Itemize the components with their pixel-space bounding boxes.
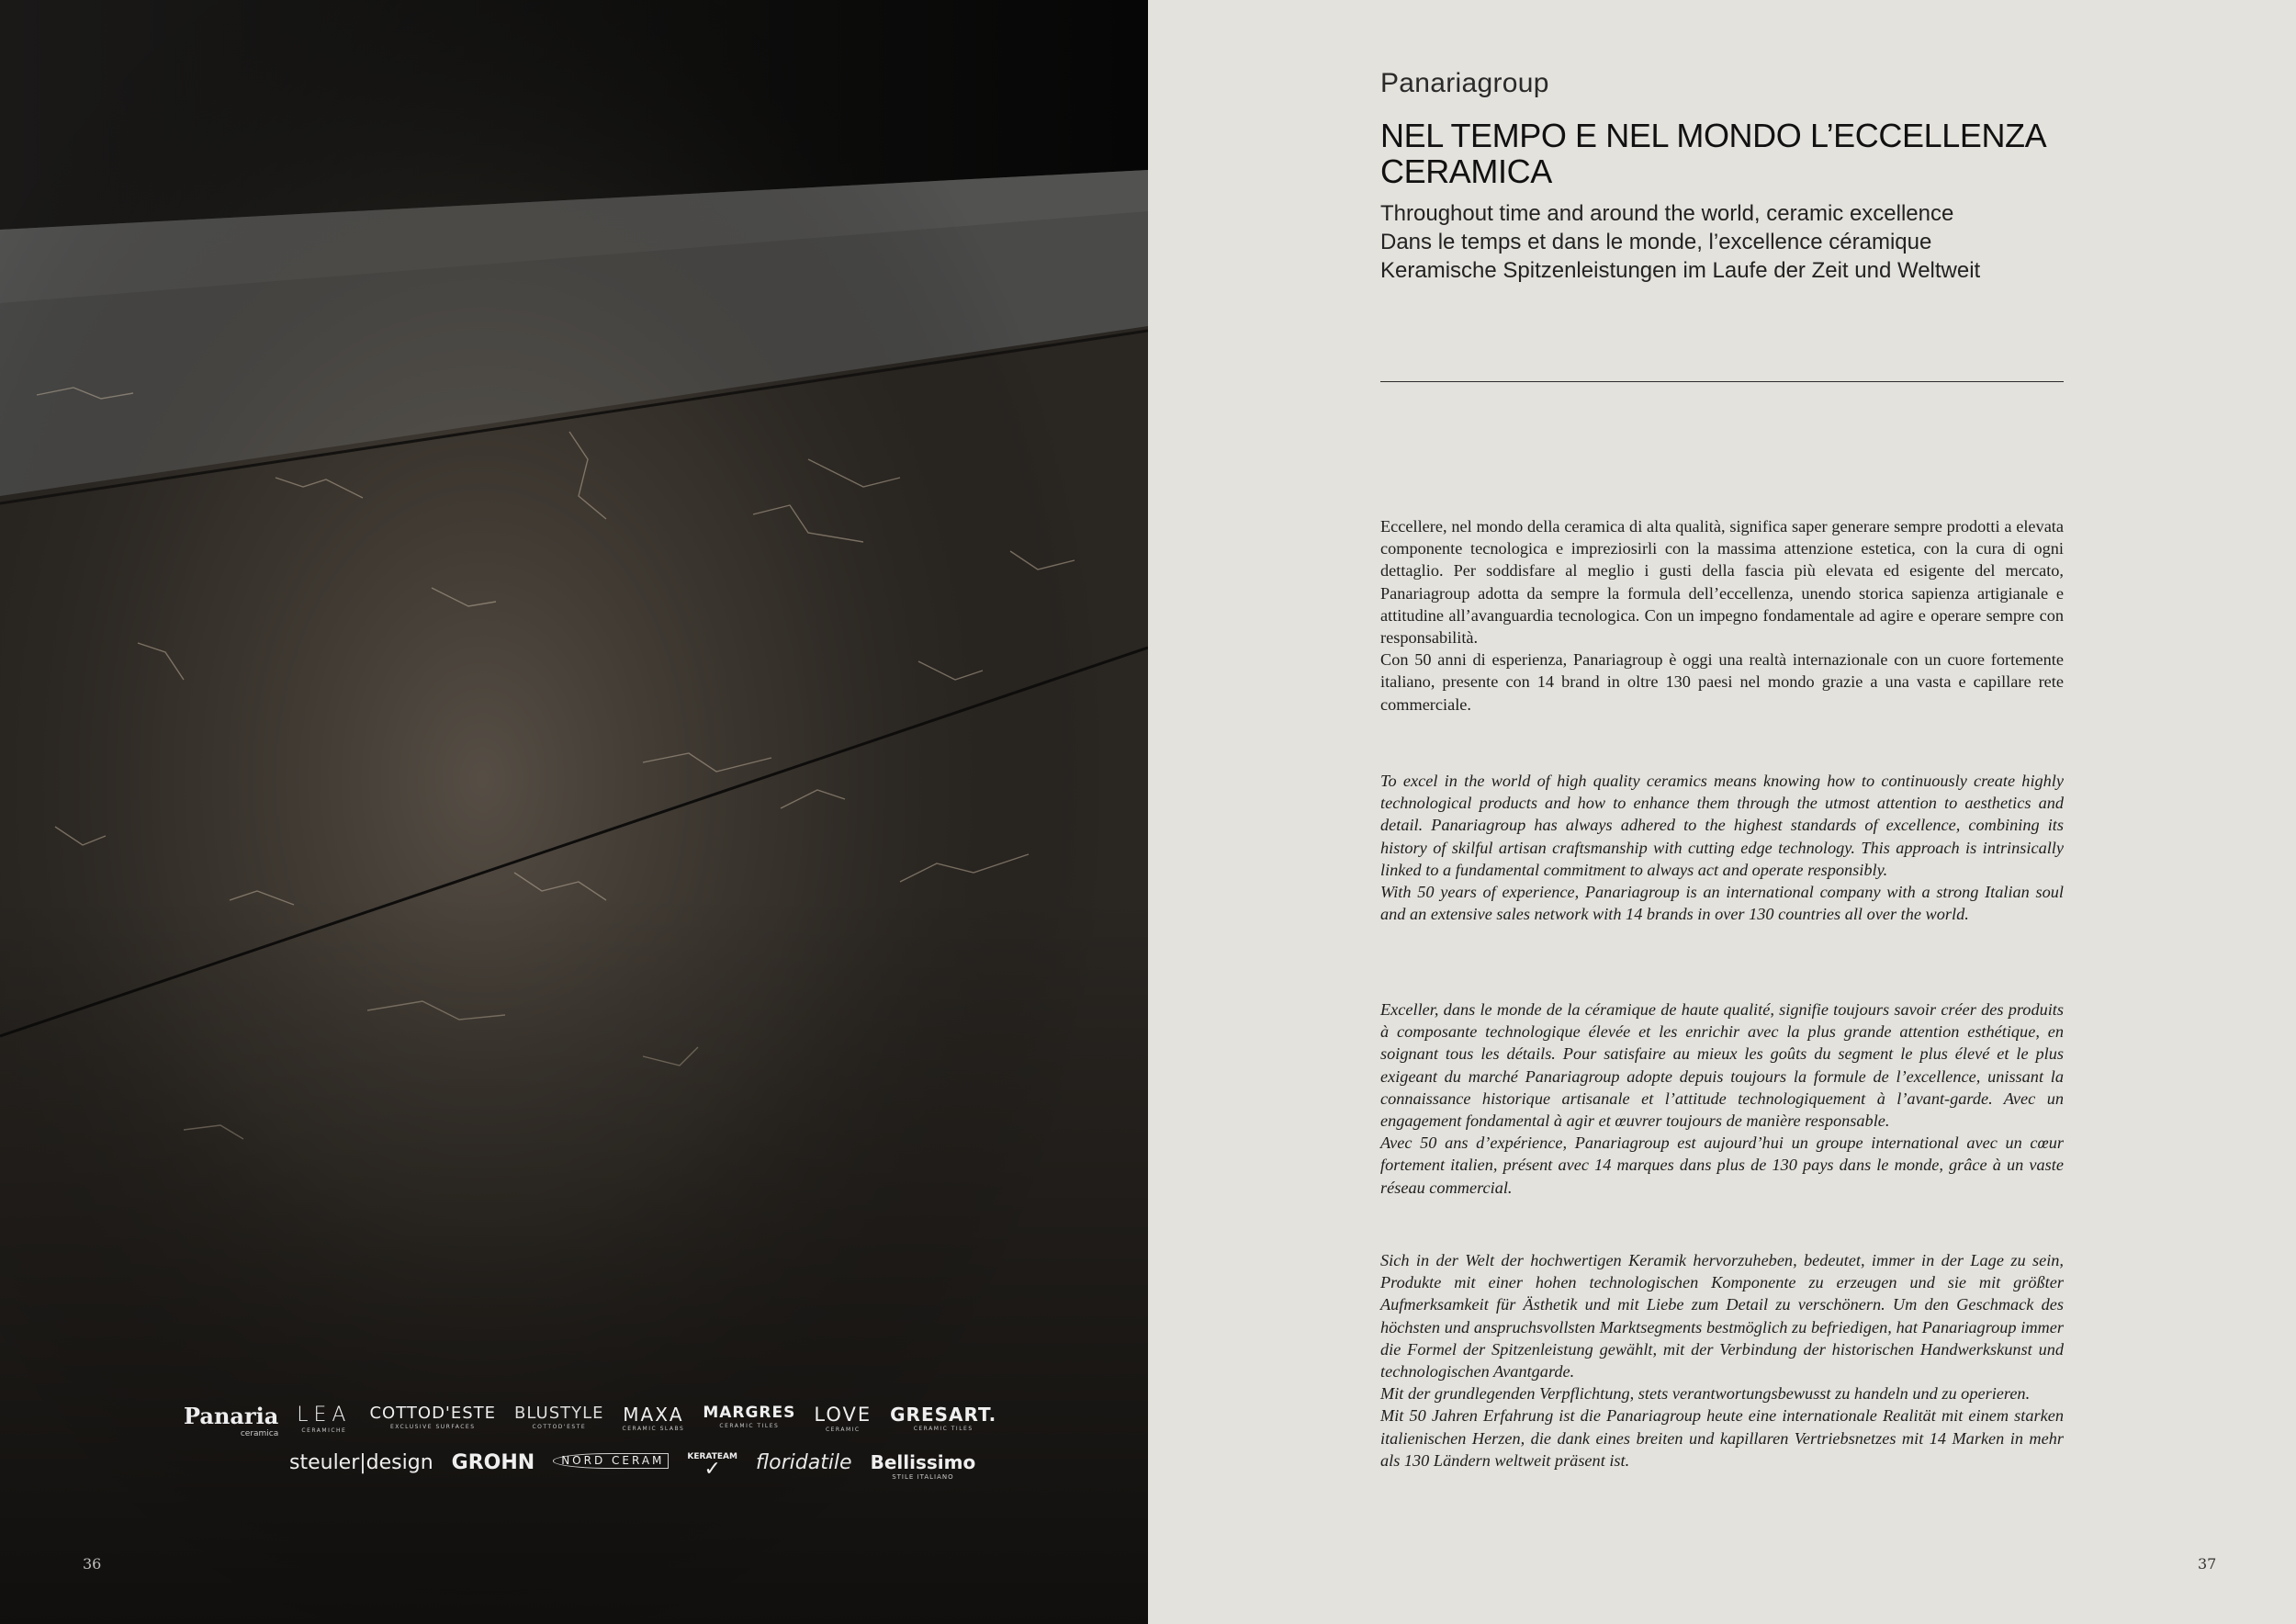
page-number-right: 37 <box>2198 1555 2217 1573</box>
lea-logo: LEA CERAMICHE <box>297 1404 352 1434</box>
translated-subtitles <box>1380 199 2064 285</box>
paragraph: Mit 50 Jahren Erfahrung ist die Panariagroup heute eine internationale Realität mit einem starken italienischen Herzen, die dank eines breiten und kapillaren Vertriebsnetzes mit 14 Marken in mehr als 130 Ländern weltweit präsent ist. <box>1380 1406 2064 1470</box>
subtitle-fr: Dans le temps et dans le monde, l’excellence céramique <box>1380 230 1932 254</box>
subtitle-de: Keramische Spitzenleistungen im Laufe der Zeit und Weltweit <box>1380 258 1981 283</box>
body-text-italian <box>1380 515 2064 716</box>
body-text-german <box>1380 1249 2064 1472</box>
paragraph: Eccellere, nel mondo della ceramica di alta qualità, significa saper generare sempre prodotti a elevata componente tecnologica e impreziosirli con la massima attenzione estetica, con la cura di ogni dettaglio. Per soddisfare al meglio i gusti della fascia più elevata ed esigente del mercato, Panariagroup adotta da sempre la formula dell’eccellenza, unendo storica sapienza artigianale e attitudine all’avanguardia tecnologica. Con un impegno fondamentale ad agire e operare sempre con responsabilità. <box>1380 517 2064 648</box>
checkmark-icon: ✓ <box>703 1458 721 1481</box>
brand-logos-row-1 <box>184 1405 1015 1438</box>
page-headline <box>1380 118 2064 189</box>
blustyle-logo: BLUSTYLE COTTOD'ESTE <box>514 1404 604 1430</box>
love-logo: LOVE CERAMIC <box>814 1404 872 1433</box>
floridatile-logo: floridatile <box>755 1451 852 1474</box>
nordceram-logo: NORD CERAM <box>553 1453 669 1469</box>
paragraph: Avec 50 ans d’expérience, Panariagroup est aujourd’hui un groupe international avec un cœur fortement italien, présent avec 14 marques dans plus de 130 pays dans le monde, grâce à un vaste réseau commercial. <box>1380 1133 2064 1197</box>
paragraph: Con 50 anni di esperienza, Panariagroup è oggi una realtà internazionale con un cuore fortemente italiano, presente con 14 brand in oltre 130 paesi nel mondo grazie a una vasta e capillare rete commerciale. <box>1380 650 2064 714</box>
paragraph: Mit der grundlegenden Verpflichtung, stets verantwortungsbewusst zu handeln und zu operieren. <box>1380 1384 2031 1404</box>
paragraph: With 50 years of experience, Panariagroup is an international company with a strong Italian soul and an extensive sales network with 14 brands in over 130 countries all over the world. <box>1380 883 2064 924</box>
steuler-design-logo: steuler|design <box>289 1451 433 1474</box>
right-page <box>1148 0 2296 1624</box>
grohn-logo: GROHN <box>451 1451 535 1474</box>
bellissimo-logo: Bellissimo STILE ITALIANO <box>870 1451 976 1481</box>
gresart-logo: GRESART. CERAMIC TILES <box>890 1404 997 1432</box>
subtitle-en: Throughout time and around the world, ceramic excellence <box>1380 201 1954 226</box>
cottodeste-logo: COTTOD'ESTE EXCLUSIVE SURFACES <box>369 1404 497 1430</box>
paragraph: To excel in the world of high quality ceramics means knowing how to continuously create highly technological products and how to enhance them through the utmost attention to aesthetics and detail. Panariagroup has always adhered to the highest standards of excellence, combining its history of skilful artisan craftsmanship with cutting edge technology. This approach is intrinsically linked to a fundamental commitment to always act and operate responsibly. <box>1380 772 2064 879</box>
brand-logos-row-2 <box>289 1453 994 1481</box>
panaria-logo: Panaria ceramica <box>184 1403 279 1438</box>
headline-line-2: CERAMICA <box>1380 152 1552 190</box>
divider-rule <box>1380 381 2064 382</box>
headline-line-1: NEL TEMPO E NEL MONDO L’ECCELLENZA <box>1380 117 2047 154</box>
maxa-logo: MAXA CERAMIC SLABS <box>622 1404 685 1432</box>
body-text-english <box>1380 770 2064 925</box>
paragraph: Sich in der Welt der hochwertigen Keramik hervorzuheben, bedeutet, immer in der Lage zu sein, Produkte mit einer hohen technologischen Komponente zu erzeugen und sie mit größter Aufmerksamkeit für Ästhetik und mit Liebe zum Detail zu verschönern. Um den Geschmack des höchsten und anspruchsvollsten Marktsegments bestmöglich zu befriedigen, hat Panariagroup immer die Formel der Spitzenleistung gewählt, mit der Verbindung der historischen Handwerkskunst und technologischen Avantgarde. <box>1380 1251 2064 1382</box>
body-text-french <box>1380 998 2064 1199</box>
paragraph: Exceller, dans le monde de la céramique de haute qualité, signifie toujours savoir créer des produits à composante technologique élevée et les enrichir avec la plus grande attention esthétique, en soignant tous les détails. Pour satisfaire au mieux les goûts du segment le plus élevé et le plus exigeant du marché Panariagroup adopte depuis toujours la formule de l’excellence, unissant la connaissance historique artisanale et l’attitude technologiquement à l’avant-garde. Avec un engagement fondamental à agir et œuvrer toujours de manière responsable. <box>1380 1000 2064 1131</box>
margres-logo: MARGRES CERAMIC TILES <box>703 1404 796 1429</box>
brand-name: Panariagroup <box>1380 68 1549 98</box>
kerateam-logo: KERATEAM ✓ <box>687 1452 737 1481</box>
page-number-left: 36 <box>83 1555 102 1573</box>
